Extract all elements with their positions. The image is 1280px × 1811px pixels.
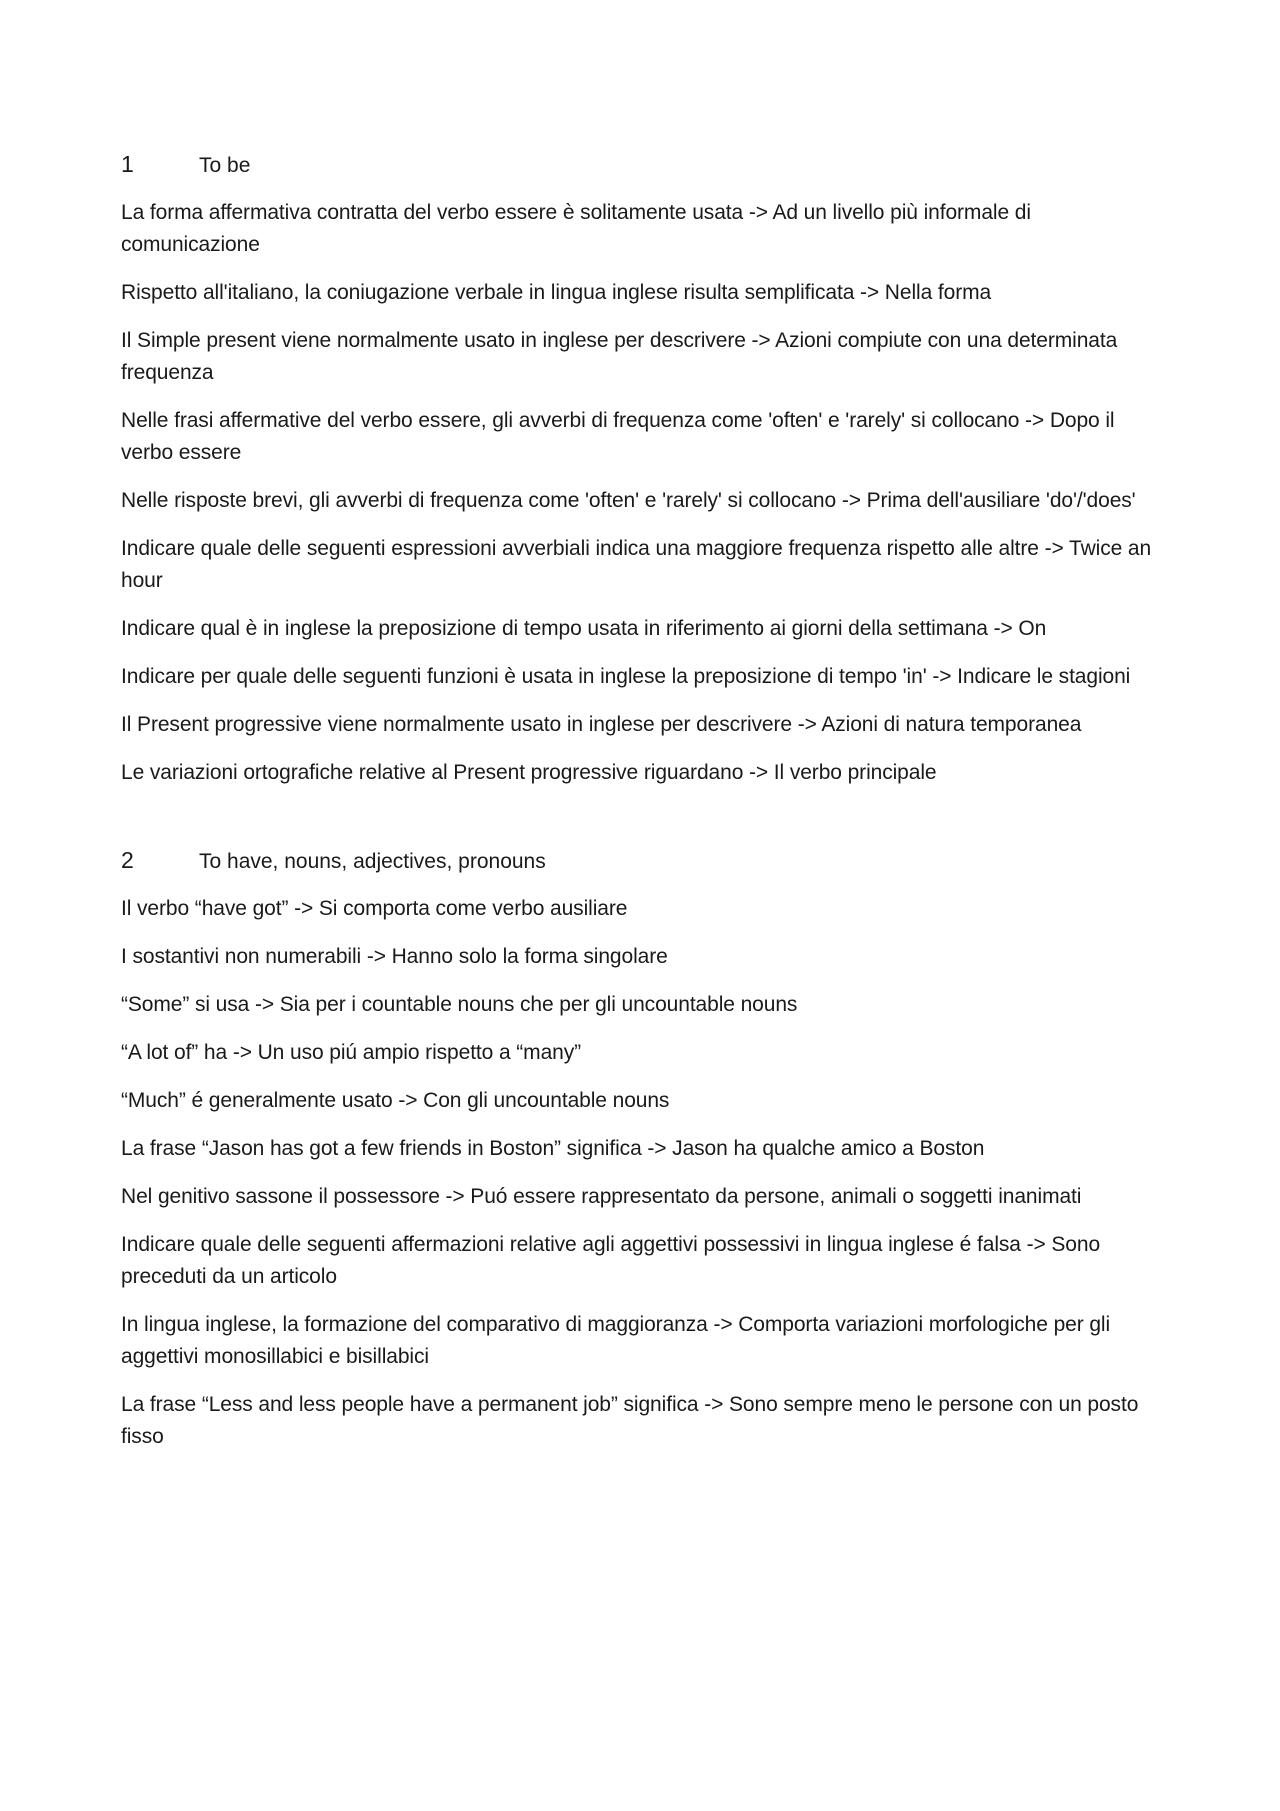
section-to-have	[121, 844, 1171, 1453]
qa-item: Le variazioni ortografiche relative al Present progressive riguardano -> Il verbo principale	[121, 761, 937, 784]
qa-item: “A lot of” ha -> Un uso piú ampio rispetto a “many”	[121, 1041, 582, 1064]
document-page	[121, 148, 1171, 1469]
qa-item: Il Present progressive viene normalmente usato in inglese per descrivere -> Azioni di natura temporanea	[121, 713, 1082, 736]
qa-item: La frase “Jason has got a few friends in Boston” significa -> Jason ha qualche amico a Boston	[121, 1137, 985, 1160]
qa-item: Indicare quale delle seguenti affermazioni relative agli aggettivi possessivi in lingua inglese é falsa -> Sono preceduti da un articolo	[121, 1233, 1101, 1288]
qa-item: Nelle frasi affermative del verbo essere, gli avverbi di frequenza come 'often' e 'rarely' si collocano -> Dopo il verbo essere	[121, 409, 1115, 464]
section-number: 1	[121, 151, 134, 177]
section-heading	[121, 148, 1171, 182]
qa-item: In lingua inglese, la formazione del comparativo di maggioranza -> Comporta variazioni morfologiche per gli aggettivi monosillabici e bisillabici	[121, 1313, 1111, 1368]
section-number: 2	[121, 847, 134, 873]
qa-item: Indicare qual è in inglese la preposizione di tempo usata in riferimento ai giorni della settimana -> On	[121, 617, 1047, 640]
qa-item: Rispetto all'italiano, la coniugazione verbale in lingua inglese risulta semplificata -> Nella forma	[121, 281, 992, 304]
qa-item: La forma affermativa contratta del verbo essere è solitamente usata -> Ad un livello più informale di comunicazione	[121, 201, 1031, 256]
qa-item: Il verbo “have got” -> Si comporta come verbo ausiliare	[121, 897, 628, 920]
section-to-be	[121, 148, 1171, 789]
qa-item: I sostantivi non numerabili -> Hanno solo la forma singolare	[121, 945, 668, 968]
section-title: To be	[199, 154, 251, 177]
section-heading	[121, 844, 1171, 878]
qa-item: Indicare per quale delle seguenti funzioni è usata in inglese la preposizione di tempo 'in' -> Indicare le stagioni	[121, 665, 1131, 688]
qa-item: Nel genitivo sassone il possessore -> Puó essere rappresentato da persone, animali o soggetti inanimati	[121, 1185, 1082, 1208]
qa-item: Nelle risposte brevi, gli avverbi di frequenza come 'often' e 'rarely' si collocano -> Prima dell'ausiliare 'do'/'does'	[121, 489, 1136, 512]
qa-item: La frase “Less and less people have a permanent job” significa -> Sono sempre meno le persone con un posto fisso	[121, 1393, 1139, 1448]
qa-item: “Some” si usa -> Sia per i countable nouns che per gli uncountable nouns	[121, 993, 798, 1016]
qa-item: Indicare quale delle seguenti espressioni avverbiali indica una maggiore frequenza rispetto alle altre -> Twice an hour	[121, 537, 1152, 592]
qa-item: “Much” é generalmente usato -> Con gli uncountable nouns	[121, 1089, 670, 1112]
section-title: To have, nouns, adjectives, pronouns	[199, 850, 546, 873]
qa-item: Il Simple present viene normalmente usato in inglese per descrivere -> Azioni compiute con una determinata frequenza	[121, 329, 1118, 384]
